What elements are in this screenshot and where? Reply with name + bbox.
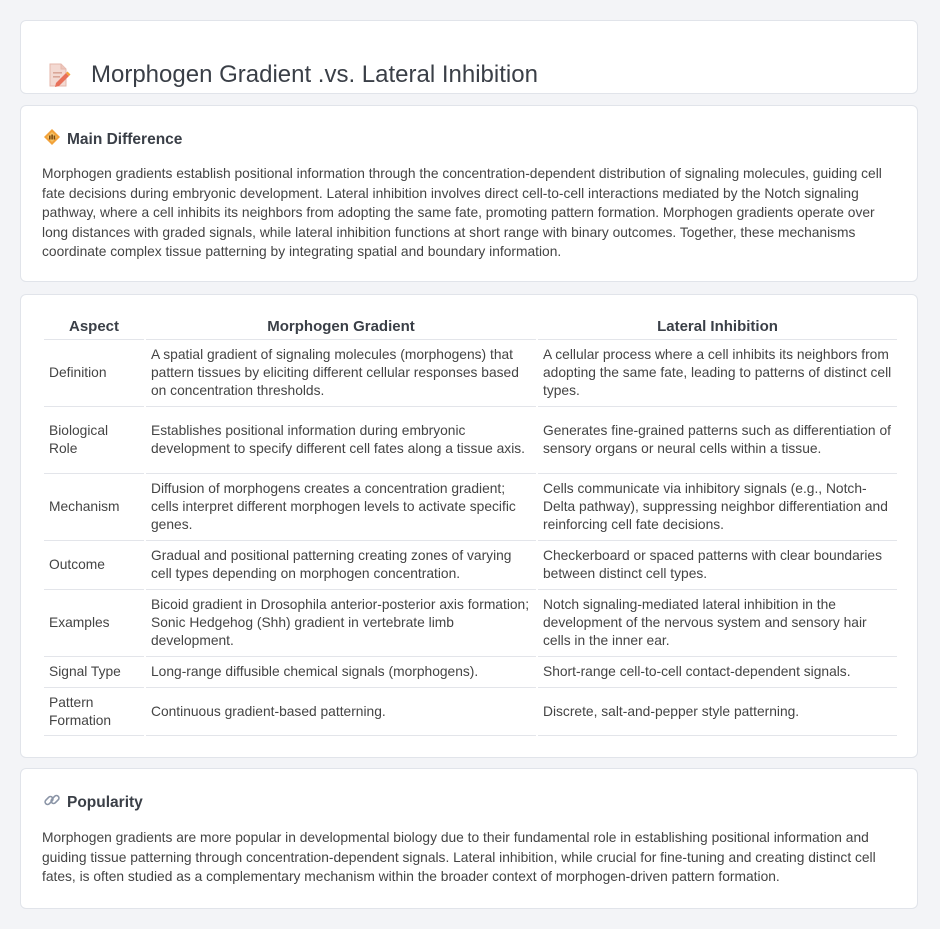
title-card xyxy=(20,20,918,94)
cell-lateral: Short-range cell-to-cell contact-dependent signals. xyxy=(538,657,897,688)
cell-aspect: Examples xyxy=(44,590,144,657)
popularity-card xyxy=(20,768,918,909)
main-difference-card xyxy=(20,105,918,282)
table-row xyxy=(44,541,897,590)
table-row xyxy=(44,688,897,736)
table-row xyxy=(44,657,897,688)
cell-aspect: Biological Role xyxy=(44,407,144,474)
cell-morphogen: Long-range diffusible chemical signals (morphogens). xyxy=(146,657,536,688)
cell-morphogen: Diffusion of morphogens creates a concentration gradient; cells interpret different morphogen levels to activate specific genes. xyxy=(146,474,536,541)
cell-lateral: Cells communicate via inhibitory signals (e.g., Notch-Delta pathway), suppressing neighbor differentiation and reinforcing cell fate decisions. xyxy=(538,474,897,541)
table-header-row xyxy=(44,315,897,340)
column-header-lateral: Lateral Inhibition xyxy=(538,315,897,340)
page-title: Morphogen Gradient .vs. Lateral Inhibition xyxy=(91,61,538,89)
popularity-heading: Popularity xyxy=(67,793,143,811)
cell-lateral: Generates fine-grained patterns such as differentiation of sensory organs or neural cells within a tissue. xyxy=(538,407,897,474)
main-difference-heading: Main Difference xyxy=(67,130,183,148)
document-pen-icon xyxy=(47,62,71,88)
column-header-morphogen: Morphogen Gradient xyxy=(146,315,536,340)
cell-morphogen: A spatial gradient of signaling molecules (morphogens) that pattern tissues by eliciting different cellular responses based on concentration thresholds. xyxy=(146,340,536,407)
table-row xyxy=(44,407,897,474)
link-icon xyxy=(43,791,61,814)
cell-morphogen: Bicoid gradient in Drosophila anterior-posterior axis formation; Sonic Hedgehog (Shh) gradient in vertebrate limb development. xyxy=(146,590,536,657)
cell-aspect: Signal Type xyxy=(44,657,144,688)
main-difference-header xyxy=(43,128,182,151)
table-row xyxy=(44,590,897,657)
table-row xyxy=(44,340,897,407)
cell-lateral: Discrete, salt-and-pepper style patterning. xyxy=(538,688,897,736)
cell-aspect: Definition xyxy=(44,340,144,407)
cell-aspect: Outcome xyxy=(44,541,144,590)
comparison-card xyxy=(20,294,918,758)
cell-morphogen: Establishes positional information during embryonic development to specify different cell fates along a tissue axis. xyxy=(146,407,536,474)
table-row xyxy=(44,474,897,541)
main-difference-text: Morphogen gradients establish positional information through the concentration-dependent distribution of signaling molecules, guiding cell fate decisions during embryonic development. Lateral inhibition involves direct cell-to-cell interactions mediated by the Notch signaling pathway, where a cell inhibits its neighbors from adopting the same fate, promoting pattern formation. Morphogen gradients operate over long distances with graded signals, while lateral inhibition functions at short range with binary outcomes. Together, these mechanisms coordinate complex tissue patterning by integrating spatial and boundary information. xyxy=(42,166,882,260)
cell-morphogen: Continuous gradient-based patterning. xyxy=(146,688,536,736)
cell-aspect: Mechanism xyxy=(44,474,144,541)
cell-aspect: Pattern Formation xyxy=(44,688,144,736)
popularity-text: Morphogen gradients are more popular in developmental biology due to their fundamental role in establishing positional information and guiding tissue patterning through concentration-dependent signals. Lateral inhibition, while crucial for fine-tuning and creating distinct cell fates, is often studied as a complementary mechanism within the broader context of morphogen-driven pattern formation. xyxy=(42,830,876,885)
cell-lateral: Checkerboard or spaced patterns with clear boundaries between distinct cell types. xyxy=(538,541,897,590)
cell-morphogen: Gradual and positional patterning creating zones of varying cell types depending on morphogen concentration. xyxy=(146,541,536,590)
warning-diamond-icon xyxy=(43,128,61,151)
popularity-header xyxy=(43,791,143,814)
cell-lateral: A cellular process where a cell inhibits its neighbors from adopting the same fate, leading to patterns of distinct cell types. xyxy=(538,340,897,407)
column-header-aspect: Aspect xyxy=(44,315,144,340)
cell-lateral: Notch signaling-mediated lateral inhibition in the development of the nervous system and sensory hair cells in the inner ear. xyxy=(538,590,897,657)
comparison-table xyxy=(42,315,899,736)
